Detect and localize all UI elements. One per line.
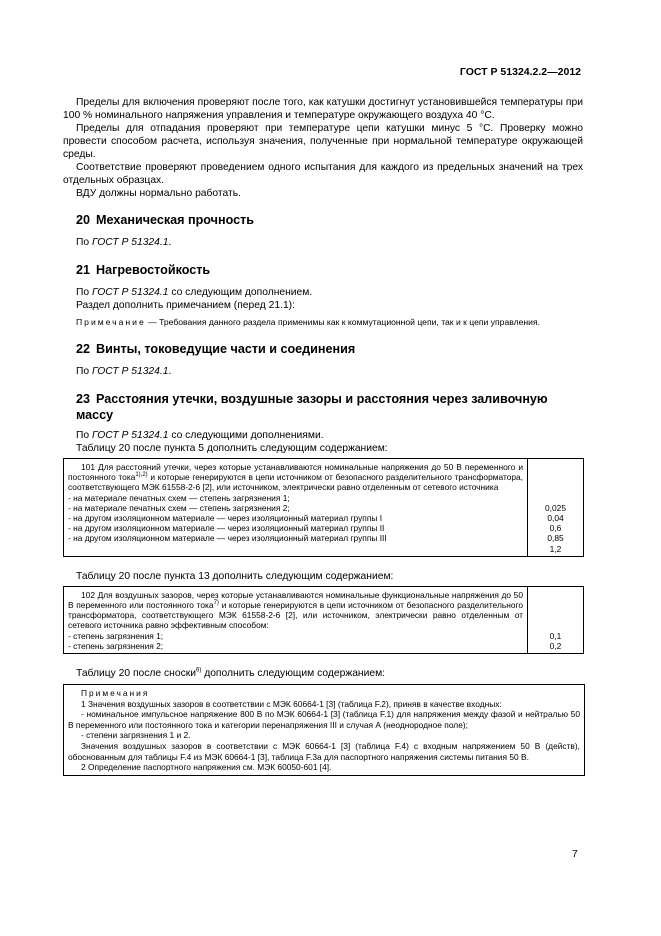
standard-header: ГОСТ Р 51324.2.2—2012 bbox=[459, 66, 581, 78]
table-row-label: - на другом изоляционном материале — через изоляционный материал группы III bbox=[68, 533, 387, 544]
note-item: Значения воздушных зазоров в соответствии с МЭК 60664-1 [3] (таблица F.4) с входным напряжением 50 В (действ), обоснованным для таблицы F.4 из МЭК 60664-1 [3], таблица F.3а для паспортного напряжения системы питания 50 В. bbox=[68, 741, 580, 762]
table-row-label: - на другом изоляционном материале — через изоляционный материал группы II bbox=[68, 523, 385, 534]
table3-intro: Таблицу 20 после сноски$^{6)}$ дополнить следующим содержанием: bbox=[76, 667, 386, 680]
table-row-value: 0,04 bbox=[547, 513, 564, 523]
page-number: 7 bbox=[572, 849, 578, 860]
creepage-table bbox=[63, 458, 584, 557]
intro-paragraph: ВДУ должны нормально работать. bbox=[76, 188, 241, 199]
table-row-label: - на другом изоляционном материале — через изоляционный материал группы I bbox=[68, 513, 383, 524]
table-row-value: 1,2 bbox=[549, 543, 562, 554]
section-23-heading: 23 Расстояния утечки, воздушные зазоры и расстояния через заливочную массу bbox=[76, 392, 548, 422]
table-row-label: - на материале печатных схем — степень загрязнения 1; bbox=[68, 492, 290, 503]
table-row-value: 0,6 bbox=[549, 523, 562, 534]
section-22-heading: 22 Винты, токоведущие части и соединения bbox=[76, 342, 356, 356]
intro-paragraph: Соответствие проверяют проведением одного испытания для каждого из предельных значений на трех отдельных образцах. bbox=[63, 162, 583, 186]
intro-paragraph: Пределы для включения проверяют после того, как катушки достигнут установившейся температуры при 100 % номинального напряжения управления и температуре окружающего воздуха 40 °С. bbox=[63, 97, 583, 121]
section-20-text: По ГОСТ Р 51324.1. bbox=[76, 237, 172, 248]
table-cell bbox=[64, 459, 528, 557]
section-21-heading: 21 Нагревостойкость bbox=[76, 263, 211, 277]
intro-paragraph: Пределы для отпадания проверяют при температуре цепи катушки минус 5 °С. Проверку можно провести способом расчета, используя значения, полученные при нормальной температуре окружающей среды. bbox=[63, 123, 583, 160]
section-22-text: По ГОСТ Р 51324.1. bbox=[76, 366, 172, 377]
table-heading-text: 102 Для воздушных зазоров, через которые устанавливаются номинальные функциональные напряжения до 50 В переменного или постоянного тока$^{7)}$ и которые генерируются в цепи источником от безопасного разделительного трансформатора, соответствующего МЭК 61558-2-6 [2], или источником, электрически равно отделенным от сетевого источника равно эффективным способом: bbox=[68, 589, 524, 631]
table-row-label: - степень загрязнения 1; bbox=[68, 630, 164, 641]
clearance-table bbox=[63, 586, 584, 654]
table2-intro: Таблицу 20 после пункта 13 дополнить следующим содержанием: bbox=[76, 570, 394, 582]
section-21-line2: Раздел дополнить примечанием (перед 21.1): bbox=[76, 300, 295, 311]
table-row bbox=[64, 459, 584, 557]
note-item: 1 Значения воздушных зазоров в соответствии с МЭК 60664-1 [3] (таблица F.2), приняв в качестве входных: bbox=[81, 698, 502, 709]
table-row bbox=[64, 586, 584, 653]
table-row-value: 0,2 bbox=[549, 640, 562, 651]
notes-title: Примечания bbox=[81, 688, 150, 699]
table-row-value: 0,85 bbox=[547, 533, 564, 544]
table-row-value: 0,025 bbox=[545, 502, 566, 513]
section-21-text: По ГОСТ Р 51324.1 со следующим дополнением. bbox=[76, 287, 313, 298]
table-row-label: - степень загрязнения 2; bbox=[68, 640, 164, 651]
notes-box bbox=[63, 684, 585, 776]
page-content bbox=[63, 96, 583, 776]
table1-intro: Таблицу 20 после пункта 5 дополнить следующим содержанием: bbox=[76, 443, 388, 454]
table-row-value: 0,1 bbox=[549, 630, 562, 641]
table-cell bbox=[528, 459, 584, 557]
note-item: - степени загрязнения 1 и 2. bbox=[81, 730, 191, 741]
section-23-text: По ГОСТ Р 51324.1 со следующими дополнениями. bbox=[76, 430, 324, 441]
table-heading-text: 101 Для расстояний утечки, через которые устанавливаются номинальные напряжения до 50 В переменного и постоянного тока$^{1),2)}$ и которые генерируются в цепи источником от безопасного разделительного трансформатора, соответствующего МЭК 61558-2-6 [2], или источником, электрически равно отделенным от сетевого источника bbox=[68, 462, 523, 493]
table-cell bbox=[528, 586, 584, 653]
table-cell bbox=[64, 586, 528, 653]
section-21-note: Примечание — Требования данного раздела применимы как к коммутационной цепи, так и к цепи управления. bbox=[76, 317, 540, 327]
note-item: - номинальное импульсное напряжение 800 В по МЭК 60664-1 [3] (таблица F.1) для напряжения между фазой и нейтралью 50 В переменного или постоянного тока и категории перенапряжения III и случая А (неоднородное поле); bbox=[68, 709, 580, 730]
section-20-heading: 20 Механическая прочность bbox=[76, 213, 255, 227]
note-item: 2 Определение паспортного напряжения см. МЭК 60050-601 [4]. bbox=[81, 762, 332, 773]
table-row-label: - на материале печатных схем — степень загрязнения 2; bbox=[68, 502, 290, 513]
